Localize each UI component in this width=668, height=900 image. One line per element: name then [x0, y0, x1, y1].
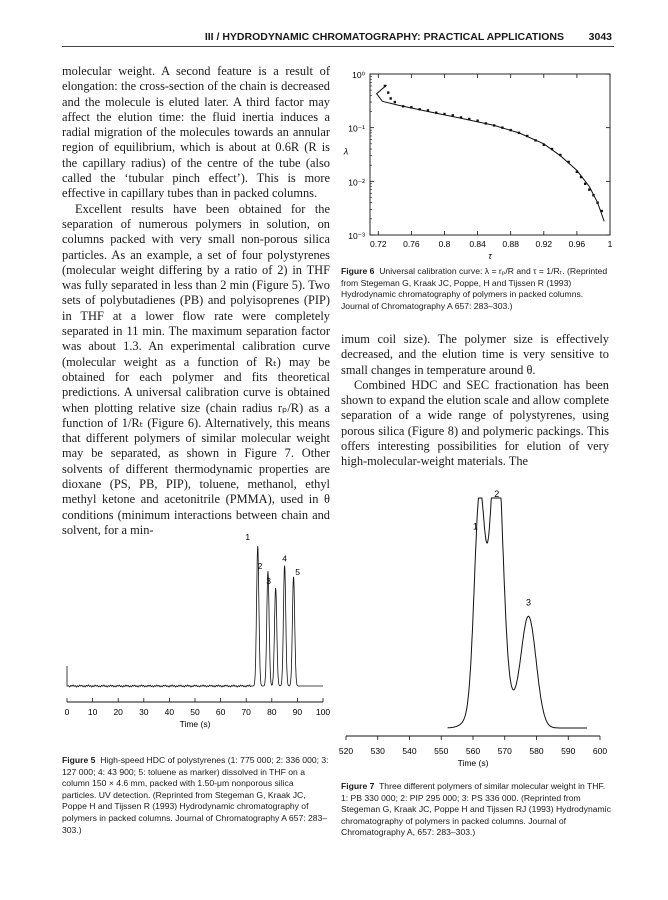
peak-label: 3 [266, 576, 272, 586]
data-point [509, 129, 511, 131]
data-point [501, 126, 503, 128]
data-point [580, 176, 582, 178]
figure7-caption [341, 781, 613, 839]
x-tick-label: 80 [267, 707, 277, 717]
paragraph: molecular weight. A second feature is a result of elongation: the cross-section of the chain is decreased and the molecule is eluted later. A third factor may affect the elution time: the fluid inertia induces a radial migration of the molecules towards an annular region of equilibrium, which is about at 0.6R (R is the capillary radius) of the centre of the tube (also called the ‘tubular pinch effect’). This is more effective in capillary tubes than in packed columns. [62, 64, 330, 201]
calibration-curve [377, 85, 605, 221]
x-axis-label: Time (s) [179, 719, 211, 729]
data-point [576, 171, 578, 173]
x-tick-label: 0.84 [469, 239, 486, 249]
x-tick-label: 30 [139, 707, 149, 717]
y-tick-label: 10⁻² [348, 177, 365, 188]
data-point [567, 161, 569, 163]
data-point [584, 183, 586, 185]
page-number: 3043 [588, 31, 612, 43]
data-point [592, 194, 594, 196]
data-point [418, 108, 420, 110]
x-axis-label: τ [488, 251, 492, 261]
figure5-chart [55, 520, 340, 735]
paragraph: Excellent results have been obtained for the separation of numerous polymers in solution, on columns packed with very small non-porous silica particles. As an example, a set of four polystyrenes (molecular weight differing by a ratio of 2) in THF was fully separated in less than 2 min (Figure 5). Two sets of polybutadienes (PB) and polyisoprenes (PIP) in THF at a lower flow rate were completely separated in 11 min. The maximum separation factor was about 1.3. An experimental calibration curve (molecular weight as a function of Rₜ) may be obtained for each polymer and fits theoretical predictions. A universal calibration curve is obtained when plotting relative size (chain radius rₚ/R) as a function of 1/Rₜ (Figure 6). Alternatively, this means that different polymers of similar molecular weight may be separated, as shown in Figure 7. Other solvents of different thermodynamic properties are dioxane (PS, PB, PIP), toluene, methanol, ethyl methyl ketone and acetonitrile (PMMA), used in θ conditions (minimum interactions between chain and solvent, for a min- [62, 201, 330, 537]
data-point [485, 122, 487, 124]
data-point [476, 119, 478, 121]
paragraph: imum coil size). The polymer size is effectively decreased, and the elution time is very sensitive to small changes in temperature around θ. [341, 332, 609, 377]
y-tick-label: 10⁰ [352, 70, 365, 80]
figure6-label: Figure 6 [341, 266, 375, 276]
x-tick-label: 520 [338, 746, 354, 756]
peak-label: 1 [472, 521, 478, 532]
x-tick-label: 0.88 [502, 239, 519, 249]
x-tick-label: 70 [241, 707, 251, 717]
data-point [435, 112, 437, 114]
figure7-caption-text: Three different polymers of similar molecular weight in THF. 1: PB 330 000; 2: PIP 295 000; 3: PS 336 000. (Reprinted from Stegeman G, Kraak JC, Poppe H and Tijssen RJ (1993) Hydrodynamic chromatography of polymers in packed columns. Journal of Chromatography A, 657: 283–303.) [341, 781, 611, 838]
y-axis-label: λ [343, 146, 349, 157]
peak-label: 2 [257, 561, 263, 572]
data-point [402, 105, 404, 107]
x-tick-label: 540 [402, 746, 417, 756]
data-point [534, 139, 536, 141]
data-point [410, 106, 412, 108]
figure6-caption [341, 266, 613, 312]
x-tick-label: 50 [190, 707, 200, 717]
paragraph: Combined HDC and SEC fractionation has been shown to expand the elution scale and allow complete separation of a wide range of polystyrenes, using porous silica (Figure 8) and polymeric packings. This offers interesting possibilities for elution of very high-molecular-weight materials. The [341, 377, 609, 469]
x-tick-label: 90 [292, 707, 303, 717]
data-point [559, 154, 561, 156]
data-point [387, 91, 389, 93]
peak-label: 2 [494, 489, 500, 500]
data-point [468, 118, 470, 120]
figure5-caption-text: High-speed HDC of polystyrenes (1: 775 000; 2: 336 000; 3: 127 000; 4: 43 900; 5: toluene as marker) dissolved in THF on a column 150 × 4.6 mm, packed with 1.50-μm nonporous silica particles. UV detection. (Reprinted from Stegeman G, Kraak JC, Poppe H and Tijssen R (1993) Hydrodynamic chromatography of polymers in packed columns. Journal of Chromatography A 657: 283–303.) [62, 755, 329, 835]
x-tick-label: 560 [465, 746, 481, 756]
x-tick-label: 550 [434, 746, 449, 756]
data-point [452, 114, 454, 116]
data-point [384, 85, 386, 87]
x-tick-label: 60 [215, 707, 226, 717]
x-tick-label: 0.8 [438, 239, 451, 249]
data-point [389, 97, 391, 99]
x-tick-label: 590 [561, 746, 576, 756]
peak-label: 4 [282, 553, 287, 564]
figure6-caption-text: Universal calibration curve: λ = rₚ/R and τ = 1/Rₜ. (Reprinted from Stegeman G, Kraak JC, Poppe, H and Tijssen R (1993) Hydrodynamic chromatography of polymers in packed columns. Journal of Chromatography A 657: 283–303.) [341, 266, 608, 311]
running-header [62, 28, 612, 46]
data-point [551, 148, 553, 150]
data-point [443, 113, 445, 115]
x-tick-label: 530 [370, 746, 385, 756]
right-text-column [341, 332, 609, 470]
x-tick-label: 0.96 [568, 239, 586, 249]
data-point [526, 135, 528, 137]
y-tick-label: 10⁻³ [348, 231, 365, 241]
data-point [518, 132, 520, 134]
x-tick-label: 0.92 [535, 239, 553, 249]
figure7-label: Figure 7 [341, 781, 375, 791]
x-tick-label: 20 [113, 707, 123, 717]
chromatogram-trace [67, 546, 323, 687]
x-tick-label: 0.76 [403, 239, 420, 249]
x-tick-label: 580 [529, 746, 544, 756]
figure5-label: Figure 5 [62, 755, 96, 765]
y-tick-label: 10⁻¹ [348, 123, 365, 134]
x-tick-label: 0.72 [370, 239, 387, 249]
x-tick-label: 1 [607, 239, 613, 249]
data-point [394, 101, 396, 103]
x-tick-label: 40 [164, 707, 175, 717]
x-tick-label: 0 [64, 707, 70, 717]
x-tick-label: 10 [87, 707, 98, 717]
data-point [427, 109, 429, 111]
x-tick-label: 570 [497, 746, 512, 756]
peak-label: 3 [526, 597, 532, 608]
figure6-chart [338, 62, 618, 262]
peak-label: 1 [245, 532, 251, 542]
x-tick-label: 600 [592, 746, 608, 756]
data-point [588, 188, 590, 190]
figure7-chart [338, 478, 618, 778]
chromatogram-trace [448, 498, 587, 728]
data-point [493, 124, 495, 126]
left-text-column [62, 64, 330, 538]
x-axis-label: Time (s) [457, 758, 489, 768]
running-title: III / HYDRODYNAMIC CHROMATOGRAPHY: PRACTICAL APPLICATIONS [204, 31, 564, 43]
data-point [601, 210, 603, 212]
data-point [460, 116, 462, 118]
peak-label: 5 [295, 566, 300, 577]
data-point [543, 144, 545, 146]
plot-frame [370, 74, 610, 235]
x-tick-label: 100 [315, 707, 331, 717]
data-point [596, 201, 598, 203]
figure5-caption [62, 755, 330, 836]
header-rule [62, 46, 614, 47]
